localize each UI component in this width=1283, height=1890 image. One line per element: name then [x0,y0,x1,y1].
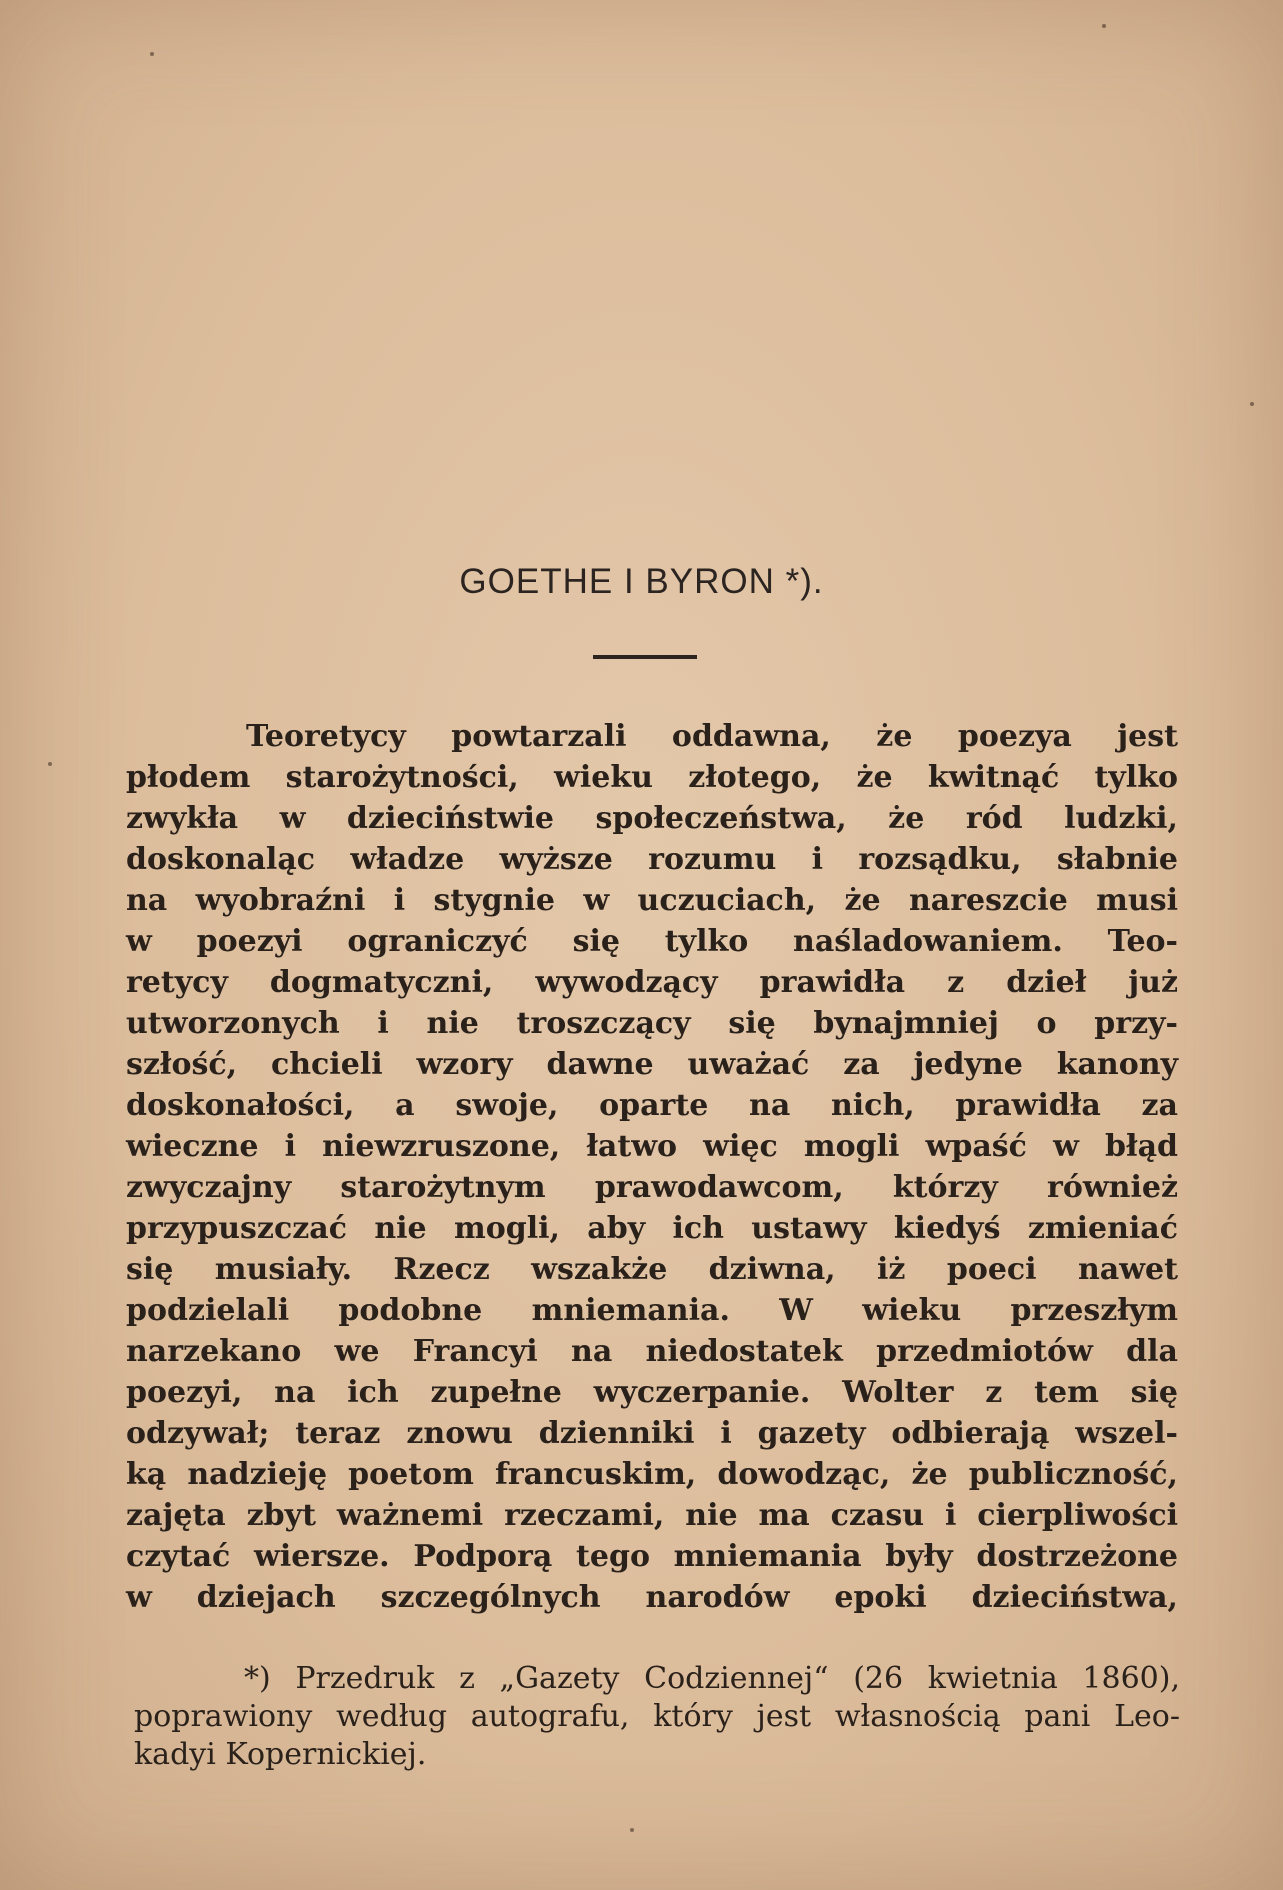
chapter-title: GOETHE I BYRON *). [459,562,824,601]
paper-speck [48,762,52,766]
footnote-line: poprawiony według autografu, który jest własnością pani Leo- [134,1699,1180,1734]
body-line: Teoretycy powtarzali oddawna, że poezya jest [246,719,1178,754]
body-line: płodem starożytności, wieku złotego, że kwitnąć tylko [126,760,1178,795]
body-line: w poezyi ograniczyć się tylko naśladowaniem. Teo- [126,924,1178,959]
footnote [134,1660,1180,1774]
body-line: narzekano we Francyi na niedostatek przedmiotów dla [126,1334,1178,1369]
body-line: zwykła w dzieciństwie społeczeństwa, że ród ludzki, [126,801,1178,836]
body-line: doskonaląc władze wyższe rozumu i rozsądku, słabnie [126,842,1178,877]
footnote-line: kadyi Kopernickiej. [134,1737,427,1772]
paper-speck [1102,24,1106,28]
body-line: ką nadzieję poetom francuskim, dowodząc, że publiczność, [126,1457,1178,1492]
body-line: doskonałości, a swoje, oparte na nich, prawidła za [126,1088,1178,1123]
paper-speck [150,52,154,56]
body-line: odzywał; teraz znowu dzienniki i gazety odbierają wszel- [126,1416,1178,1451]
body-line: wieczne i niewzruszone, łatwo więc mogli wpaść w błąd [126,1129,1178,1164]
body-line: retycy dogmatyczni, wywodzący prawidła z dzieł już [126,965,1178,1000]
body-line: zwyczajny starożytnym prawodawcom, którzy również [126,1170,1178,1205]
title-divider [593,655,697,659]
body-paragraph [126,716,1178,1618]
footnote-line: *) Przedruk z „Gazety Codziennej“ (26 kwietnia 1860), [244,1661,1180,1696]
body-line: szłość, chcieli wzory dawne uważać za jedyne kanony [126,1047,1178,1082]
body-line: zajęta zbyt ważnemi rzeczami, nie ma czasu i cierpliwości [126,1498,1178,1533]
body-line: podzielali podobne mniemania. W wieku przeszłym [126,1293,1178,1328]
paper-speck [1250,402,1254,406]
body-line: poezyi, na ich zupełne wyczerpanie. Wolter z tem się [126,1375,1178,1410]
body-line: czytać wiersze. Podporą tego mniemania były dostrzeżone [126,1539,1178,1574]
paper-speck [630,1828,634,1832]
body-line: w dziejach szczególnych narodów epoki dzieciństwa, [126,1580,1178,1615]
body-line: na wyobraźni i stygnie w uczuciach, że nareszcie musi [126,883,1178,918]
body-line: utworzonych i nie troszczący się bynajmniej o przy- [126,1006,1178,1041]
body-line: się musiały. Rzecz wszakże dziwna, iż poeci nawet [126,1252,1178,1287]
body-line: przypuszczać nie mogli, aby ich ustawy kiedyś zmieniać [126,1211,1178,1246]
